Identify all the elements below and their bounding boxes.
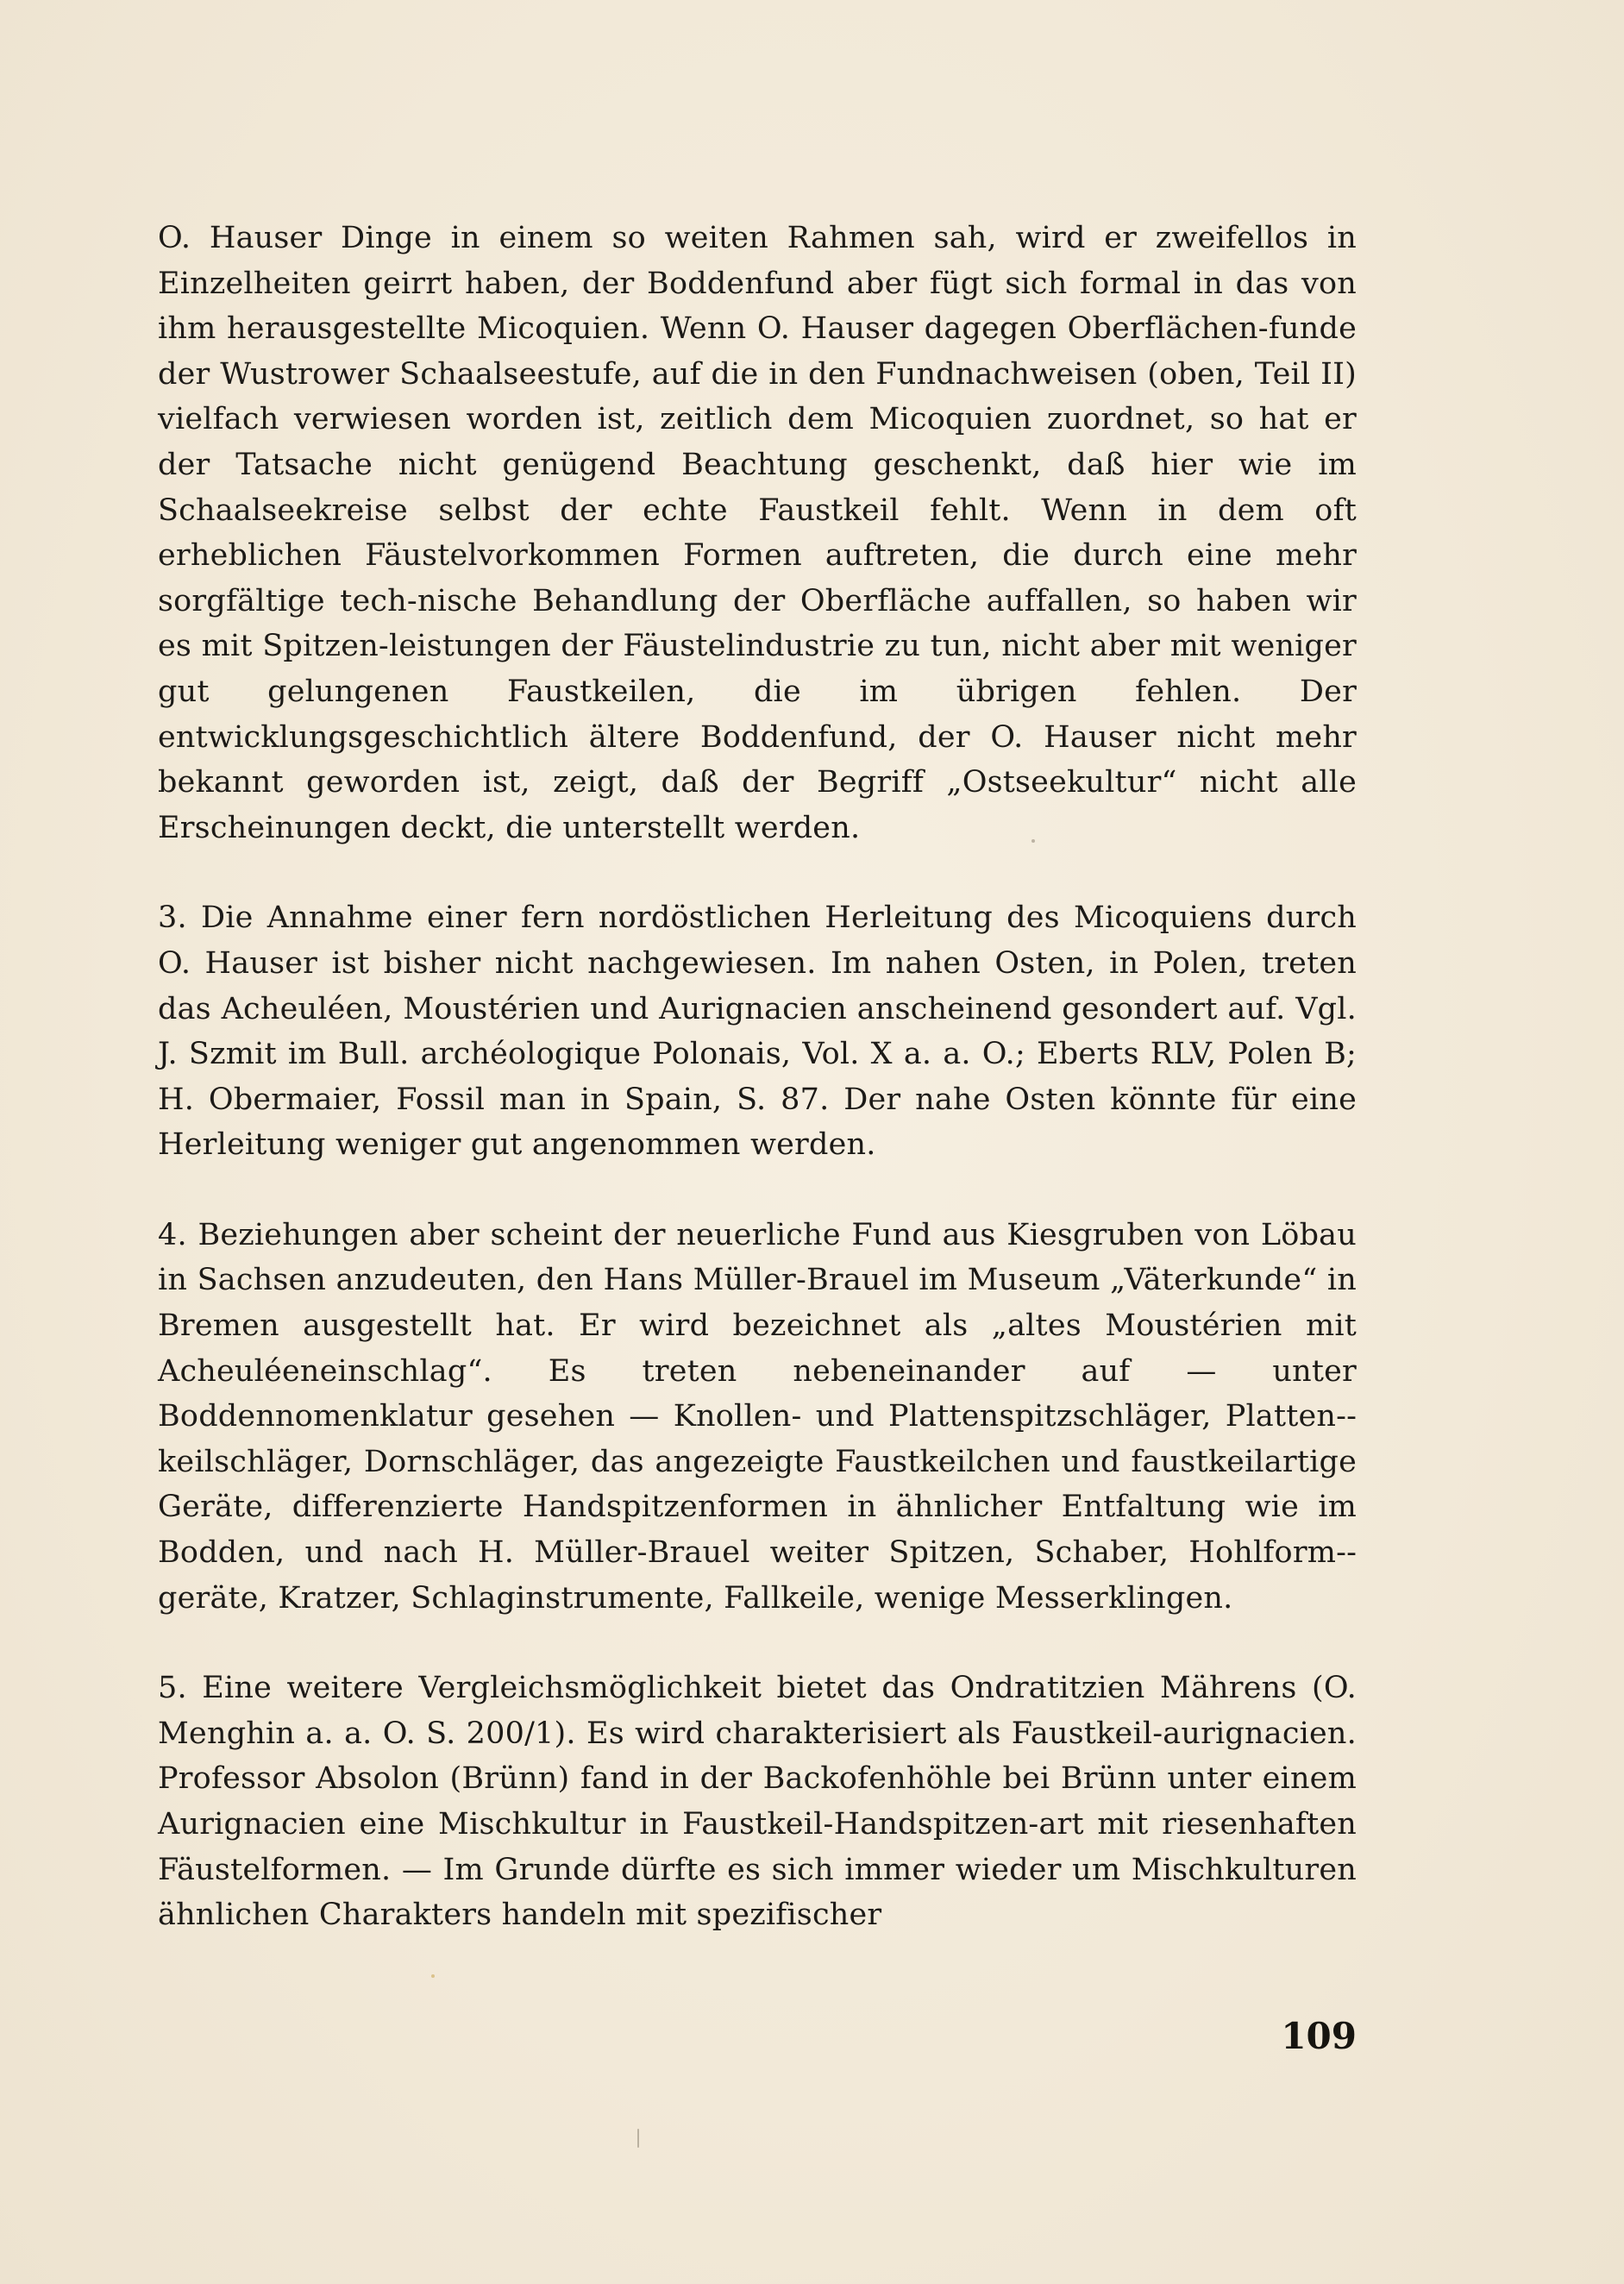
- page-number: 109: [1281, 2015, 1357, 2057]
- paper-speck: [431, 1974, 435, 1978]
- paragraph-continuation: O. Hauser Dinge in einem so weiten Rahmen sah, wird er zweifellos in Einzelheiten geirrt haben, der Boddenfund aber fügt sich formal in das von ihm herausgestellte Micoquien. Wenn O. Hauser dagegen Oberflächen-funde der Wustrower Schaalseestufe, auf die in den Fundnachweisen (oben, Teil II) vielfach verwiesen worden ist, zeitlich dem Micoquien zuordnet, so hat er der Tatsache nicht genügend Beachtung geschenkt, daß hier wie im Schaalseekreise selbst der echte Faustkeil fehlt. Wenn in dem oft erheblichen Fäustelvorkommen Formen auftreten, die durch eine mehr sorgfältige tech-nische Behandlung der Oberfläche auffallen, so haben wir es mit Spitzen-leistungen der Fäustelindustrie zu tun, nicht aber mit weniger gut gelungenen Faustkeilen, die im übrigen fehlen. Der entwicklungsgeschichtlich ältere Boddenfund, der O. Hauser nicht mehr bekannt geworden ist, zeigt, daß der Begriff „Ostseekultur“ nicht alle Erscheinungen deckt, die unterstellt werden.: [158, 221, 1357, 845]
- paragraph-3: 3. Die Annahme einer fern nordöstlichen Herleitung des Micoquiens durch O. Hauser ist bisher nicht nachgewiesen. Im nahen Osten, in Polen, treten das Acheuléen, Moustérien und Aurignacien anscheinend gesondert auf. Vgl. J. Szmit im Bull. archéologique Polonais, Vol. X a. a. O.; Eberts RLV, Polen B; H. Obermaier, Fossil man in Spain, S. 87. Der nahe Osten könnte für eine Herleitung weniger gut angenommen werden.: [158, 900, 1357, 1163]
- paper-speck: [1031, 839, 1035, 843]
- paragraph-5: 5. Eine weitere Vergleichsmöglichkeit bietet das Ondratitzien Mährens (O. Menghin a. a. O. S. 200/1). Es wird charakterisiert als Faustkeil-aurignacien. Professor Absolon (Brünn) fand in der Backofenhöhle bei Brünn unter einem Aurignacien eine Mischkultur in Faustkeil-Handspitzen-art mit riesenhaften Fäustelformen. — Im Grunde dürfte es sich immer wieder um Mischkulturen ähnlichen Charakters handeln mit spezifischer: [158, 1671, 1357, 1933]
- paragraph-4: 4. Beziehungen aber scheint der neuerliche Fund aus Kiesgruben von Löbau in Sachsen anzudeuten, den Hans Müller-Brauel im Museum „Väterkunde“ in Bremen ausgestellt hat. Er wird bezeichnet als „altes Moustérien mit Acheuléeneinschlag“. Es treten nebeneinander auf — unter Boddennomenklatur gesehen — Knollen- und Plattenspitzschläger, Platten-keilschläger, Dornschläger, das angezeigte Faustkeilchen und faustkeilartige Geräte, differenzierte Handspitzenformen in ähnlicher Entfaltung wie im Bodden, und nach H. Müller-Brauel weiter Spitzen, Schaber, Hohlform-geräte, Kratzer, Schlaginstrumente, Fallkeile, wenige Messerklingen.: [158, 1217, 1357, 1616]
- paper-speck: [637, 2129, 639, 2148]
- body-text: [158, 216, 1357, 1938]
